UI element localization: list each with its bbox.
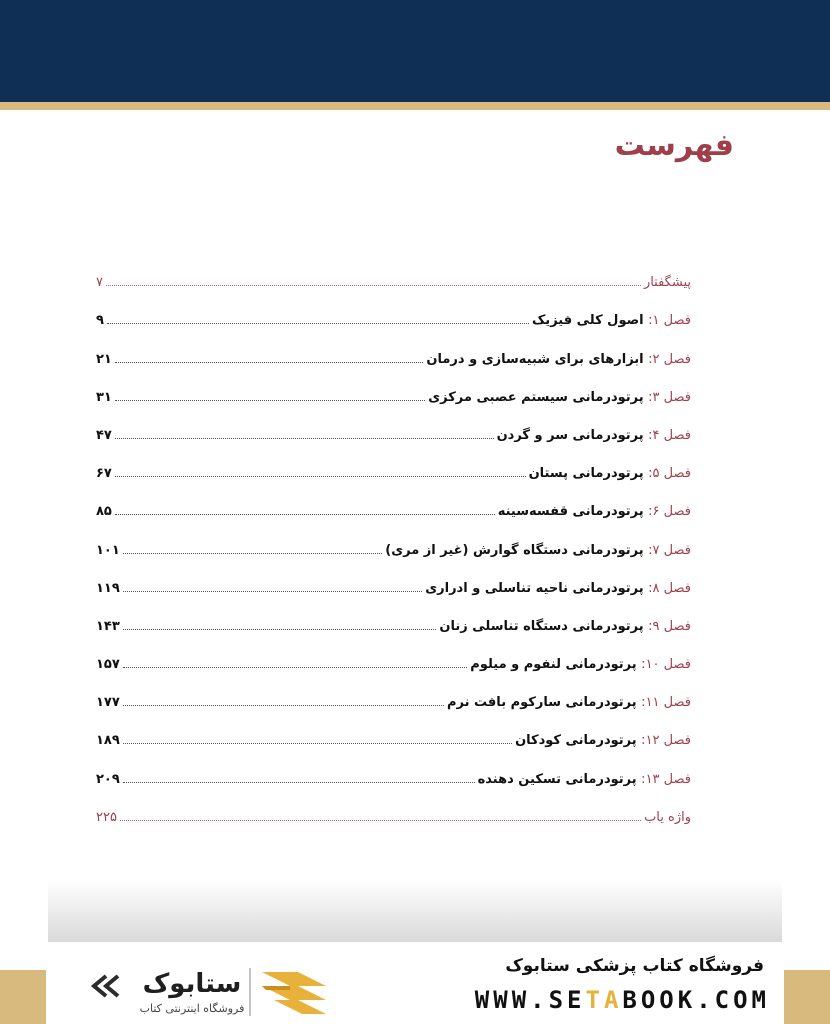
toc-entry[interactable] [96,634,691,672]
toc-entry-title [439,619,691,634]
toc-entry-title [478,772,691,787]
toc-page-number: ۱۵۷ [96,657,120,673]
logo-subtext: فروشگاه اینترنتی کتاب [139,1002,245,1015]
toc-page-number: ۴۷ [96,427,112,443]
toc-entry[interactable] [96,519,691,557]
toc-page-number: ۶۷ [96,466,112,482]
header-stripe [0,102,830,110]
toc-chapter-label: فصل ۳: [648,389,691,405]
toc-chapter-title: واژه یاب [644,809,691,825]
toc-chapter-title: پرتودرمانی قفسه‌سینه [497,504,644,520]
toc-entry[interactable] [96,481,691,519]
toc-chapter-title: پرتودرمانی سیستم عصبی مرکزی [428,389,644,405]
toc-chapter-title: پرتودرمانی دستگاه گوارش (غیر از مری) [385,542,644,558]
toc-chapter-title: پرتودرمانی ناحیه تناسلی و ادراری [425,580,644,596]
store-url-suffix: BOOK.COM [622,986,770,1014]
toc-entry-title [497,428,691,443]
toc-dot-leader [123,743,512,744]
logo-text: ستابوک [142,969,242,999]
store-url-prefix: WWW.SE [474,986,586,1014]
toc-chapter-label: فصل ۴: [648,427,691,443]
toc-entry-title [428,390,691,405]
toc-page-number: ۲۱ [96,351,112,367]
toc-chapter-title: پرتودرمانی دستگاه تناسلی زنان [439,618,644,634]
toc-entry[interactable] [96,748,691,786]
toc-chapter-title: پرتودرمانی سر و گردن [496,427,644,443]
toc-chapter-label: فصل ۸: [648,580,691,596]
toc-entry[interactable] [96,787,691,825]
toc-chapter-title: پرتودرمانی تسکین دهنده [477,771,637,787]
toc-entry[interactable] [96,710,691,748]
toc-page-number: ۱۱۹ [96,580,120,596]
toc-chapter-title: پرتودرمانی پستان [528,466,644,482]
toc-dot-leader [120,820,641,821]
toc-entry-title [644,275,691,290]
toc-entry-title [425,581,691,596]
store-url-highlight: TA [585,986,623,1014]
toc-entry[interactable] [96,405,691,443]
toc-chapter-label: فصل ۵: [648,466,691,482]
toc-page-number: ۸۵ [96,504,112,520]
toc-chapter-label: فصل ۲: [648,351,691,367]
toc-page-number: ۲۰۹ [96,771,120,787]
toc-chapter-label: فصل ۶: [648,504,691,520]
toc-entry-title [529,466,691,481]
toc-page-number: ۹ [96,313,104,329]
toc-dot-leader [115,438,494,439]
toc-entry-title [532,313,691,328]
toc-chapter-label: فصل ۱: [648,313,691,329]
toc-page-number: ۱۰۱ [96,542,120,558]
toc-entry[interactable] [96,443,691,481]
toc-dot-leader [123,667,467,668]
setabook-logo [84,962,334,1020]
toc-chapter-label: فصل ۱۳: [641,771,691,787]
toc-entry[interactable] [96,596,691,634]
toc-dot-leader [115,362,424,363]
toc-entry[interactable] [96,328,691,366]
toc-dot-leader [115,514,495,515]
toc-entry-title [385,543,691,558]
toc-dot-leader [123,782,475,783]
page-title: فهرست [614,128,734,163]
toc-page-number: ۷ [96,275,103,291]
toc-entry[interactable] [96,252,691,290]
toc-chapter-title: پرتودرمانی سارکوم بافت نرم [447,695,637,711]
logo-chevron-icon [94,976,118,996]
footer-gold-block-left [0,970,46,1024]
toc-entry[interactable] [96,367,691,405]
toc-dot-leader [123,591,422,592]
toc-chapter-label: فصل ۱۲: [641,733,691,749]
toc-entry-title [498,504,691,519]
toc-page-number: ۱۷۷ [96,695,120,711]
header-band [0,0,830,102]
toc-entry-title [426,352,691,367]
toc-dot-leader [106,285,641,286]
toc-dot-leader [115,476,526,477]
toc-dot-leader [123,705,444,706]
store-name: فروشگاه کتاب پزشکی ستابوک [505,956,764,976]
toc-chapter-title: پیشگفتار [643,275,691,291]
toc-chapter-label: فصل ۹: [648,618,691,634]
logo-book-icon [262,972,326,1014]
footer-shadow [48,880,782,942]
toc-entry[interactable] [96,290,691,328]
toc-page-number: ۳۱ [96,389,112,405]
table-of-contents [96,252,691,825]
toc-entry[interactable] [96,558,691,596]
toc-entry[interactable] [96,672,691,710]
toc-entry-title [644,810,691,825]
toc-dot-leader [115,400,425,401]
toc-dot-leader [107,323,529,324]
toc-chapter-title: پرتودرمانی لنفوم و میلوم [470,657,637,673]
toc-chapter-label: فصل ۱۱: [641,695,691,711]
toc-entry-title [470,657,691,672]
footer-gold-block-right [784,970,830,1024]
toc-chapter-title: اصول کلی فیزیک [532,313,644,329]
toc-page-number: ۱۸۹ [96,733,120,749]
toc-page-number: ۱۴۳ [96,618,120,634]
store-url[interactable] [475,986,770,1014]
toc-dot-leader [123,629,437,630]
toc-entry-title [447,695,691,710]
toc-chapter-title: ابزارهای برای شبیه‌سازی و درمان [426,351,644,367]
toc-page-number: ۲۲۵ [96,809,117,825]
toc-chapter-title: پرتودرمانی کودکان [515,733,637,749]
toc-chapter-label: فصل ۱۰: [641,657,691,673]
toc-dot-leader [123,553,382,554]
toc-entry-title [515,733,691,748]
toc-chapter-label: فصل ۷: [648,542,691,558]
